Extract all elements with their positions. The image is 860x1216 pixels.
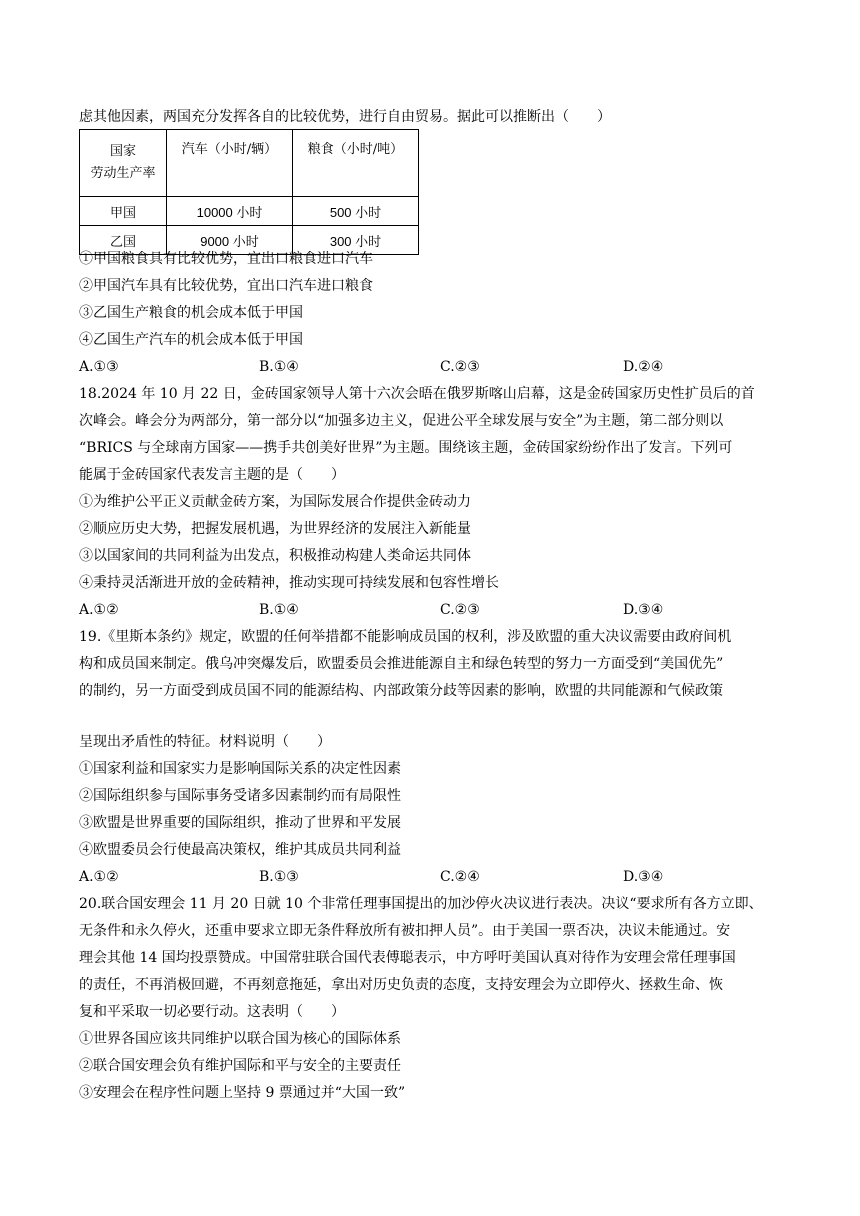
option-b: B.①④ bbox=[259, 359, 299, 375]
option-b: B.①④ bbox=[259, 602, 299, 618]
table-corner-header bbox=[80, 130, 167, 197]
cell-car: 9000 小时 bbox=[167, 226, 293, 255]
q19-statement-3: ③欧盟是世界重要的国际组织，推动了世界和平发展 bbox=[79, 815, 401, 831]
option-a: A.①③ bbox=[79, 359, 119, 375]
option-b: B.①③ bbox=[259, 869, 299, 885]
productivity-table bbox=[79, 129, 419, 255]
q19-statement-1: ①国家利益和国家实力是影响国际关系的决定性因素 bbox=[79, 761, 401, 777]
q18-statement-2: ②顺应历史大势，把握发展机遇，为世界经济的发展注入新能量 bbox=[79, 521, 471, 537]
q17-statement-2: ②甲国汽车具有比较优势，宜出口汽车进口粮食 bbox=[79, 278, 373, 294]
column-header-grain: 粮食（小时/吨） bbox=[293, 130, 419, 197]
q19-line-3: 的制约，另一方面受到成员国不同的能源结构、内部政策分歧等因素的影响，欧盟的共同能源和气候政策 bbox=[79, 683, 723, 699]
q17-statement-4: ④乙国生产汽车的机会成本低于甲国 bbox=[79, 332, 303, 348]
option-c: C.②③ bbox=[440, 602, 480, 618]
option-c: C.②④ bbox=[440, 869, 480, 885]
table-row bbox=[80, 197, 419, 226]
q19-statement-2: ②国际组织参与国际事务受诸多因素制约而有局限性 bbox=[79, 788, 401, 804]
q20-line-3: 理会其他 14 国均投票赞成。中国常驻联合国代表傅聪表示，中方呼吁美国认真对待作为安理会常任理事国 bbox=[79, 950, 736, 966]
q20-line-4: 的责任，不再消极回避，不再刻意拖延，拿出对历史负责的态度，支持安理会为立即停火、拯救生命、恢 bbox=[79, 977, 723, 993]
q20-statement-3: ③安理会在程序性问题上坚持 9 票通过并“大国一致” bbox=[79, 1085, 406, 1101]
q20-line-2: 无条件和永久停火，还重申要求立即无条件释放所有被扣押人员”。由于美国一票否决，决议未能通过。安 bbox=[79, 923, 731, 939]
q18-statement-4: ④秉持灵活渐进开放的金砖精神，推动实现可持续发展和包容性增长 bbox=[79, 575, 499, 591]
option-c: C.②③ bbox=[440, 359, 480, 375]
q18-line-1: 18.2024 年 10 月 22 日，金砖国家领导人第十六次会晤在俄罗斯喀山启幕，这是金砖国家历史性扩员后的首 bbox=[79, 386, 755, 402]
option-d: D.③④ bbox=[623, 602, 664, 618]
q20-line-1: 20.联合国安理会 11 月 20 日就 10 个非常任理事国提出的加沙停火决议进行表决。决议“要求所有各方立即、 bbox=[79, 896, 763, 912]
option-d: D.②④ bbox=[623, 359, 664, 375]
cell-country: 乙国 bbox=[80, 226, 167, 255]
cell-country: 甲国 bbox=[80, 197, 167, 226]
q17-statement-3: ③乙国生产粮食的机会成本低于甲国 bbox=[79, 305, 303, 321]
q19-line-4: 呈现出矛盾性的特征。材料说明（ ） bbox=[79, 734, 331, 750]
q19-statement-4: ④欧盟委员会行使最高决策权，维护其成员共同利益 bbox=[79, 842, 401, 858]
q19-line-2: 构和成员国来制定。俄乌冲突爆发后，欧盟委员会推进能源自主和绿色转型的努力一方面受到“美国优先” bbox=[79, 656, 724, 672]
cell-grain: 300 小时 bbox=[293, 226, 419, 255]
q20-statement-2: ②联合国安理会负有维护国际和平与安全的主要责任 bbox=[79, 1058, 401, 1074]
column-header-car: 汽车（小时/辆） bbox=[167, 130, 293, 197]
option-d: D.③④ bbox=[623, 869, 664, 885]
corner-bottom-label: 劳动生产率 bbox=[90, 166, 156, 181]
q20-statement-1: ①世界各国应该共同维护以联合国为核心的国际体系 bbox=[79, 1031, 401, 1047]
q17-intro: 虑其他因素，两国充分发挥各自的比较优势，进行自由贸易。据此可以推断出（ ） bbox=[79, 109, 611, 125]
q18-line-4: 能属于金砖国家代表发言主题的是（ ） bbox=[79, 467, 345, 483]
option-a: A.①② bbox=[79, 602, 119, 618]
q18-statement-1: ①为维护公平正义贡献金砖方案，为国际发展合作提供金砖动力 bbox=[79, 494, 471, 510]
q19-line-1: 19.《里斯本条约》规定，欧盟的任何举措都不能影响成员国的权利，涉及欧盟的重大决议需要由政府间机 bbox=[79, 629, 732, 645]
q18-line-3: “BRICS 与全球南方国家——携手共创美好世界”为主题。围绕该主题，金砖国家纷纷作出了发言。下列可 bbox=[79, 440, 733, 456]
corner-top-label: 国家 bbox=[109, 144, 136, 159]
q20-line-5: 复和平采取一切必要行动。这表明（ ） bbox=[79, 1004, 345, 1020]
cell-grain: 500 小时 bbox=[293, 197, 419, 226]
q18-line-2: 次峰会。峰会分为两部分，第一部分以“加强多边主义，促进公平全球发展与安全”为主题，第二部分则以 bbox=[79, 413, 724, 429]
q18-statement-3: ③以国家间的共同利益为出发点，积极推动构建人类命运共同体 bbox=[79, 548, 471, 564]
q17-statement-1: ①甲国粮食具有比较优势，宜出口粮食进口汽车 bbox=[79, 251, 373, 267]
cell-car: 10000 小时 bbox=[167, 197, 293, 226]
option-a: A.①② bbox=[79, 869, 119, 885]
